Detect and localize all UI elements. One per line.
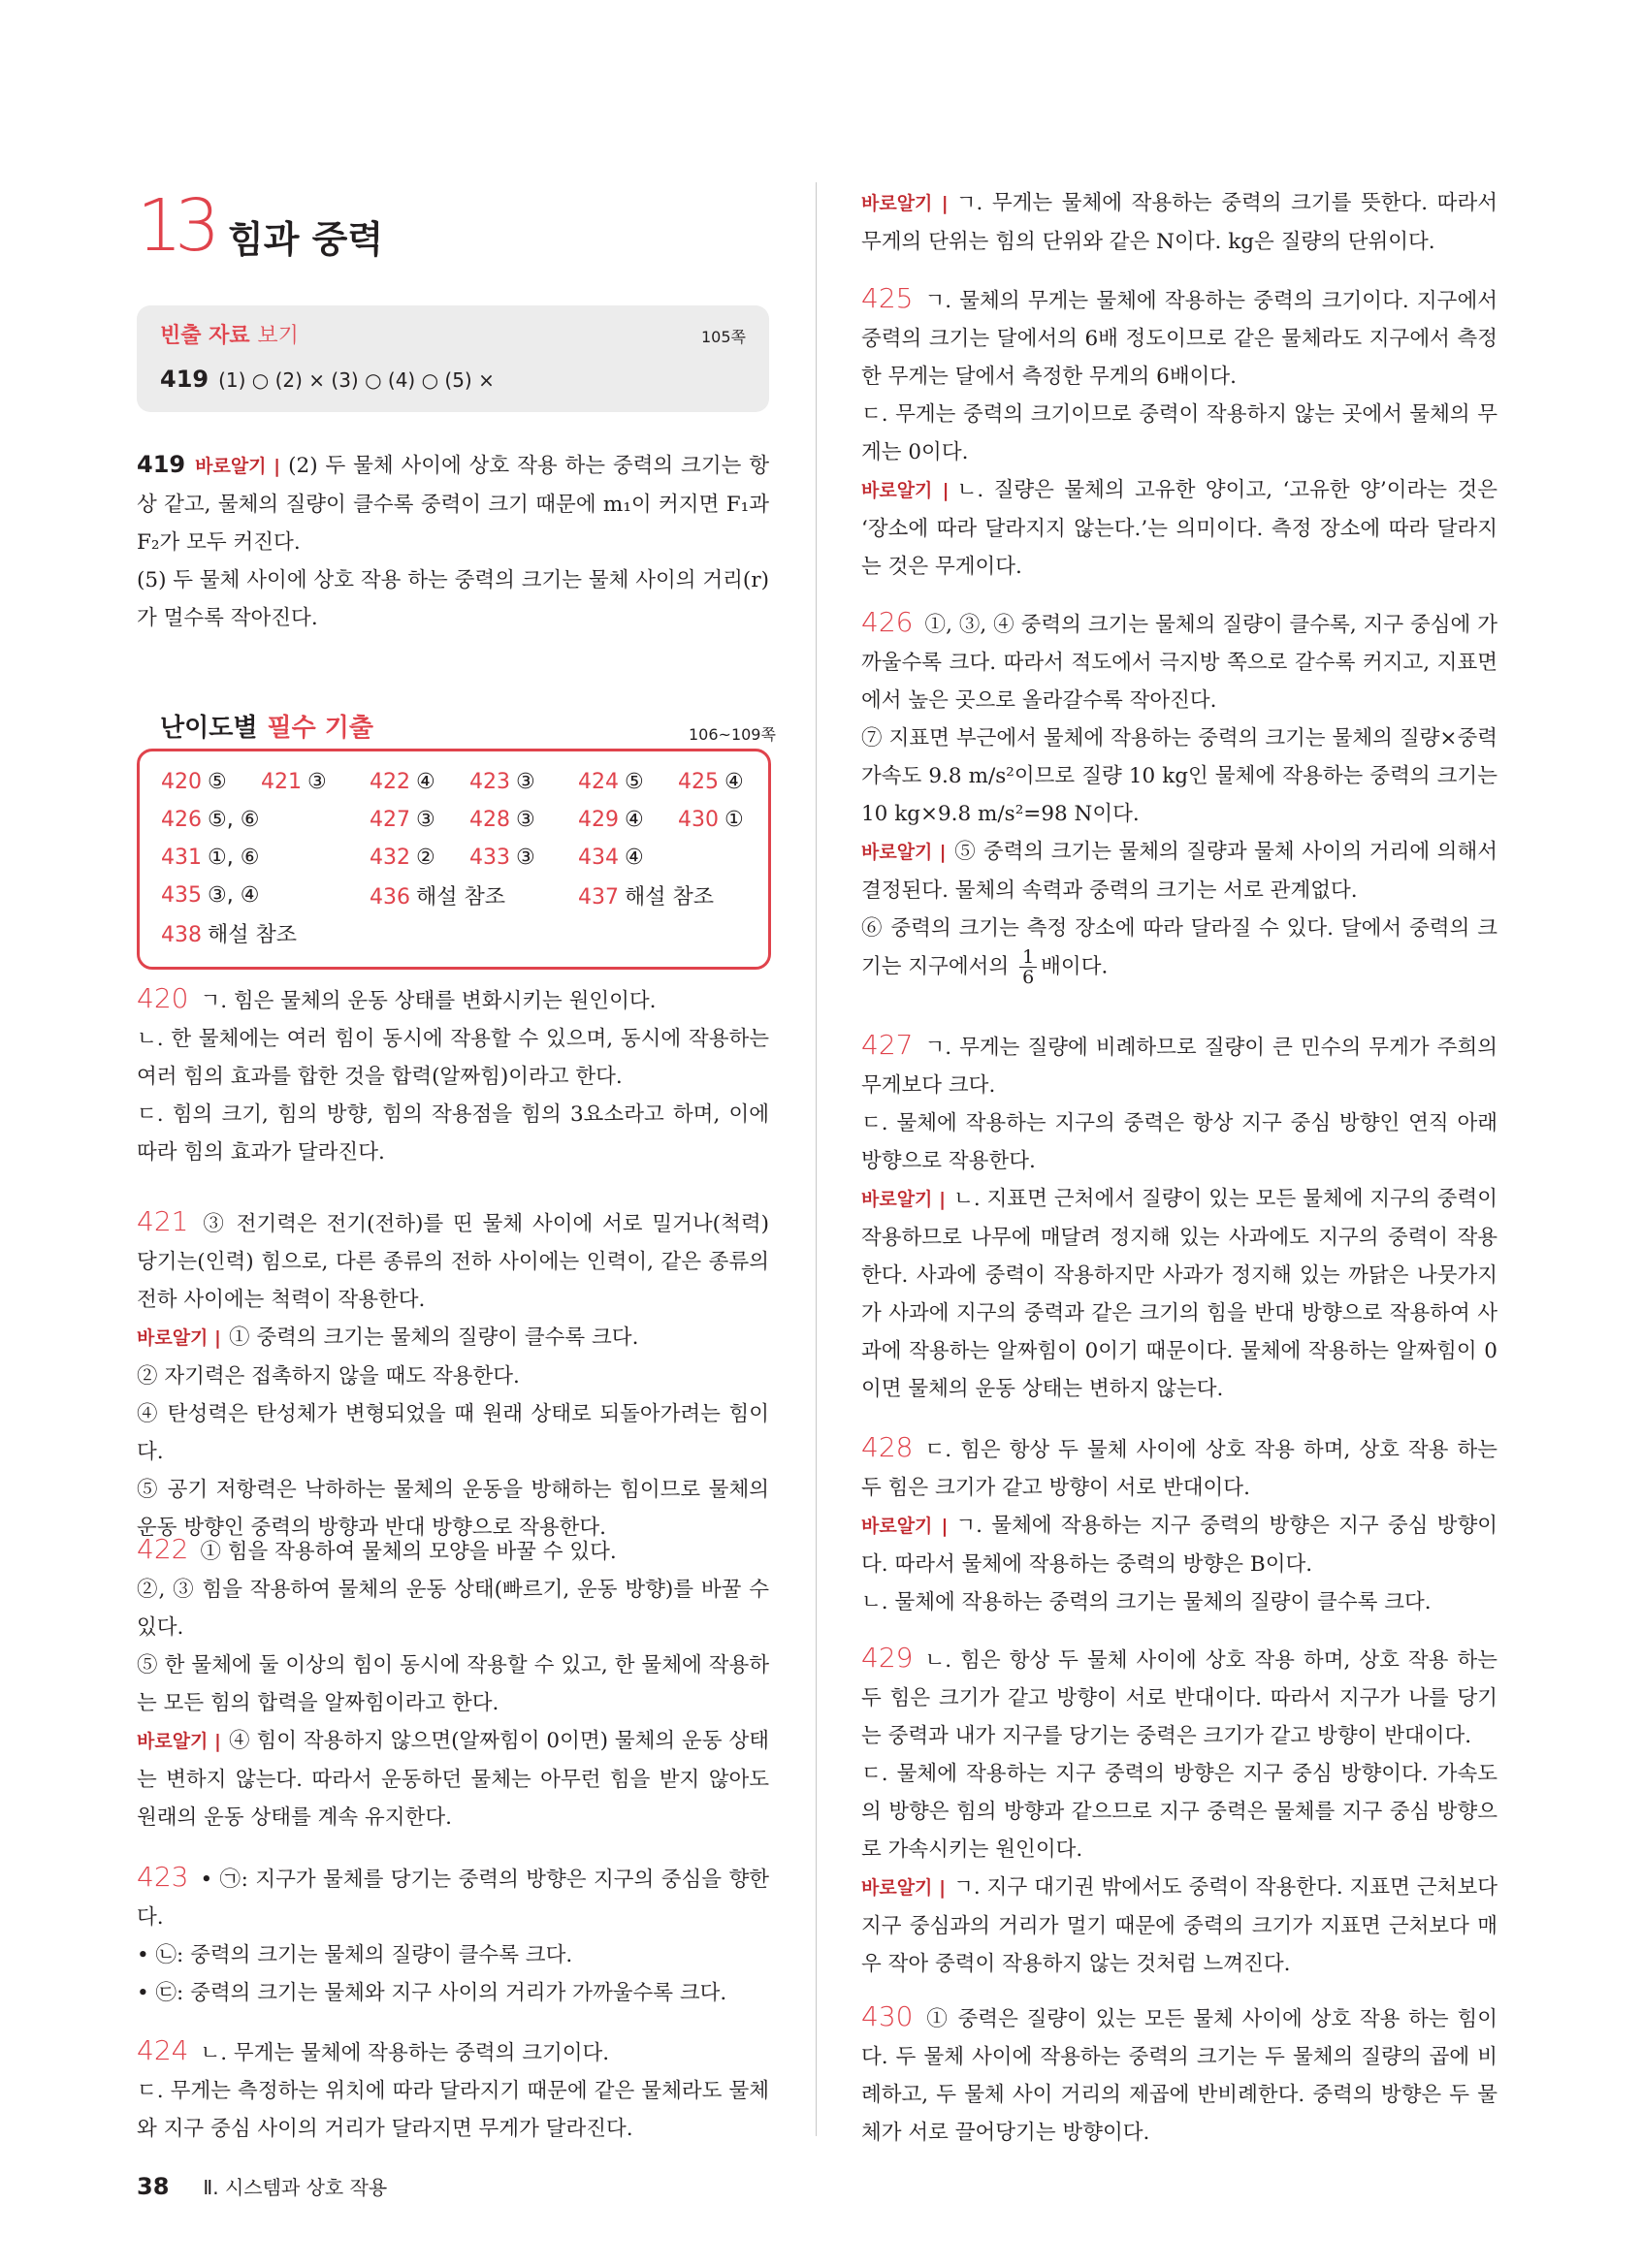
essential-answer-row: [161, 763, 762, 801]
essential-answer-item: 430 ①: [678, 808, 744, 832]
essential-answer-item: 436 해설 참조: [370, 885, 506, 910]
frequent-data-page: 105쪽: [701, 328, 746, 346]
answer-424-continued: 바로알기 | ㄱ. 무게는 물체에 작용하는 중력의 크기를 뜻한다. 따라서 무게의 단위는 힘의 단위와 같은 N이다. kg은 질량의 단위이다.: [861, 191, 1497, 254]
essential-answer-item: 429 ④: [578, 808, 644, 832]
chapter-header: [137, 182, 757, 279]
essential-answer-item: 431 ①, ⑥: [161, 846, 260, 870]
essential-answer-item: 424 ⑤: [578, 770, 644, 794]
answer-420: 420 ㄱ. 힘은 물체의 운동 상태를 변화시키는 원인이다. ㄴ. 한 물체에는 여러 힘이 동시에 작용할 수 있으며, 동시에 작용하는 여러 힘의 효과를 합한 것을 합력(알짜힘)이라고 한다. ㄷ. 힘의 크기, 힘의 방향, 힘의 작용점을 힘의 3요소라고 하며, 이에 따라 힘의 효과가 달라진다.: [137, 982, 769, 1165]
frequent-data-title: 빈출 자료 보기: [160, 324, 299, 348]
essential-answer-item: 438 해설 참조: [161, 923, 298, 947]
page-number: 38: [137, 2173, 170, 2200]
essential-answer-item: 426 ⑤, ⑥: [161, 808, 260, 832]
essential-answer-item: 423 ③: [469, 770, 535, 794]
answer-421: 421 ③ 전기력은 전기(전하)를 띤 물체 사이에 서로 밀거나(척력) 당기는(인력) 힘으로, 다른 종류의 전하 사이에는 인력이, 같은 종류의 전하 사이에는 척력이 작용한다. 바로알기 | ① 중력의 크기는 물체의 질량이 클수록 크다. ② 자기력은 접촉하지 않을 때도 작용한다. ④ 탄성력은 탄성체가 변형되었을 때 원래 상태로 되돌아가려는 힘이다. ⑤ 공기 저항력은 낙하하는 물체의 운동을 방해하는 힘이므로 물체의 운동 방향인 중력의 방향과 반대 방향으로 작용한다.: [137, 1205, 769, 1540]
essential-answer-item: 428 ③: [469, 808, 535, 832]
essential-answer-item: 437 해설 참조: [578, 885, 715, 910]
essential-answer-item: 432 ②: [370, 846, 435, 870]
answer-428: 428 ㄷ. 힘은 항상 두 물체 사이에 상호 작용 하며, 상호 작용 하는 두 힘은 크기가 같고 방향이 서로 반대이다. 바로알기 | ㄱ. 물체에 작용하는 지구 중력의 방향은 지구 중심 방향이다. 따라서 물체에 작용하는 중력의 방향은 B이다. ㄴ. 물체에 작용하는 중력의 크기는 물체의 질량이 클수록 크다.: [861, 1431, 1497, 1614]
essential-answer-item: 427 ③: [370, 808, 435, 832]
essential-answer-row: [161, 839, 762, 877]
chapter-number: 13: [137, 184, 213, 268]
essential-answer-grid: [161, 763, 762, 952]
page-footer: [137, 2172, 387, 2200]
answer-429: 429 ㄴ. 힘은 항상 두 물체 사이에 상호 작용 하며, 상호 작용 하는 두 힘은 크기가 같고 방향이 서로 반대이다. 따라서 지구가 나를 당기는 중력과 내가 지구를 당기는 중력은 크기가 같고 방향이 반대이다. ㄷ. 물체에 작용하는 지구 중력의 방향은 지구 중심 방향이다. 가속도의 방향은 힘의 방향과 같으므로 지구 중력은 물체를 지구 중심 방향으로 가속시키는 원인이다. 바로알기 | ㄱ. 지구 대기권 밖에서도 중력이 작용한다. 지표면 근처보다 지구 중심과의 거리가 멀기 때문에 중력의 크기가 지표면 근처보다 매우 작아 중력이 작용하지 않는 것처럼 느껴진다.: [861, 1642, 1497, 1976]
frequent-data-box: [137, 305, 769, 412]
answer-423: 423 • ㉠: 지구가 물체를 당기는 중력의 방향은 지구의 중심을 향한다. • ㉡: 중력의 크기는 물체의 질량이 클수록 크다. • ㉢: 중력의 크기는 물체와 지구 사이의 거리가 가까울수록 크다.: [137, 1861, 769, 2005]
answer-422: 422 ① 힘을 작용하여 물체의 모양을 바꿀 수 있다. ②, ③ 힘을 작용하여 물체의 운동 상태(빠르기, 운동 방향)를 바꿀 수 있다. ⑤ 한 물체에 둘 이상의 힘이 동시에 작용할 수 있고, 한 물체에 작용하는 모든 힘의 합력을 알짜힘이라고 한다. 바로알기 | ④ 힘이 작용하지 않으면(알짜힘이 0이면) 물체의 운동 상태는 변하지 않는다. 따라서 운동하던 물체는 아무런 힘을 받지 않아도 원래의 운동 상태를 계속 유지한다.: [137, 1533, 769, 1830]
answer-427: 427 ㄱ. 무게는 질량에 비례하므로 질량이 큰 민수의 무게가 주희의 무게보다 크다. ㄷ. 물체에 작용하는 지구의 중력은 항상 지구 중심 방향인 연직 아래 방향으로 작용한다. 바로알기 | ㄴ. 지표면 근처에서 질량이 있는 모든 물체에 지구의 중력이 작용하므로 나무에 매달려 정지해 있는 사과에도 지구의 중력이 작용한다. 사과에 중력이 작용하지만 사과가 정지해 있는 까닭은 나뭇가지가 사과에 지구의 중력과 같은 크기의 힘을 반대 방향으로 작용하여 사과에 작용하는 알짜힘이 0이기 때문이다. 물체에 작용하는 알짜힘이 0이면 물체의 운동 상태는 변하지 않는다.: [861, 1029, 1497, 1401]
essential-answer-item: 433 ③: [469, 846, 535, 870]
section-title: Ⅱ. 시스템과 상호 작용: [203, 2176, 388, 2199]
answer-425: 425 ㄱ. 물체의 무게는 물체에 작용하는 중력의 크기이다. 지구에서 중력의 크기는 달에서의 6배 정도이므로 같은 물체라도 지구에서 측정한 무게는 달에서 측정한 무게의 6배이다. ㄷ. 무게는 중력의 크기이므로 중력이 작용하지 않는 곳에서 물체의 무게는 0이다. 바로알기 | ㄴ. 질량은 물체의 고유한 양이고, ‘고유한 양’이라는 것은 ‘장소에 따라 달라지지 않는다.’는 의미이다. 측정 장소에 따라 달라지는 것은 무게이다.: [861, 282, 1497, 579]
essential-answer-item: 421 ③: [261, 770, 327, 794]
frequent-data-answers: 419 (1) ○ (2) × (3) ○ (4) ○ (5) ×: [160, 366, 495, 393]
essential-answer-item: 420 ⑤: [161, 770, 227, 794]
essential-box-page: 106~109쪽: [689, 725, 776, 744]
answer-419: 419 바로알기 | (2) 두 물체 사이에 상호 작용 하는 중력의 크기는 항상 같고, 물체의 질량이 클수록 중력이 크기 때문에 m₁이 커지면 F₁과 F₂가 모두 커진다. (5) 두 물체 사이에 상호 작용 하는 중력의 크기는 물체 사이의 거리(r)가 멀수록 작아진다.: [137, 451, 769, 630]
fraction: $\frac{1}{6}$: [1019, 947, 1037, 987]
essential-answer-box: [137, 749, 771, 970]
essential-answer-item: 434 ④: [578, 846, 644, 870]
essential-answer-row: [161, 914, 762, 952]
essential-answer-item: 422 ④: [370, 770, 435, 794]
essential-answer-item: 435 ③, ④: [161, 883, 260, 908]
essential-answer-row: [161, 877, 762, 914]
chapter-title: 힘과 중력: [228, 218, 384, 261]
essential-box-title: 난이도별 필수 기출: [160, 714, 373, 743]
answer-430: 430 ① 중력은 질량이 있는 모든 물체 사이에 상호 작용 하는 힘이다. 두 물체 사이에 작용하는 중력의 크기는 두 물체의 질량의 곱에 비례하고, 두 물체 사이 거리의 제곱에 반비례한다. 중력의 방향은 두 물체가 서로 끌어당기는 방향이다.: [861, 2000, 1497, 2145]
essential-answer-item: 425 ④: [678, 770, 744, 794]
column-divider: [816, 182, 817, 2136]
essential-answer-row: [161, 801, 762, 839]
answer-426: 426 ①, ③, ④ 중력의 크기는 물체의 질량이 클수록, 지구 중심에 가까울수록 크다. 따라서 적도에서 극지방 쪽으로 갈수록 커지고, 지표면에서 높은 곳으로 올라갈수록 작아진다. ⑦ 지표면 부근에서 물체에 작용하는 중력의 크기는 물체의 질량×중력 가속도 9.8 m/s²이므로 질량 10 kg인 물체에 작용하는 중력의 크기는 10 kg×9.8 m/s²=98 N이다. 바로알기 | ⑤ 중력의 크기는 물체의 질량과 물체 사이의 거리에 의해서 결정된다. 물체의 속력과 중력의 크기는 서로 관계없다. ⑥ 중력의 크기는 측정 장소에 따라 달라질 수 있다. 달에서 중력의 크기는 지구에서의 $\frac{1}{6}$ 배이다.: [861, 606, 1497, 988]
answer-424: 424 ㄴ. 무게는 물체에 작용하는 중력의 크기이다. ㄷ. 무게는 측정하는 위치에 따라 달라지기 때문에 같은 물체라도 물체와 지구 중심 사이의 거리가 달라지면 무게가 달라진다.: [137, 2034, 769, 2141]
